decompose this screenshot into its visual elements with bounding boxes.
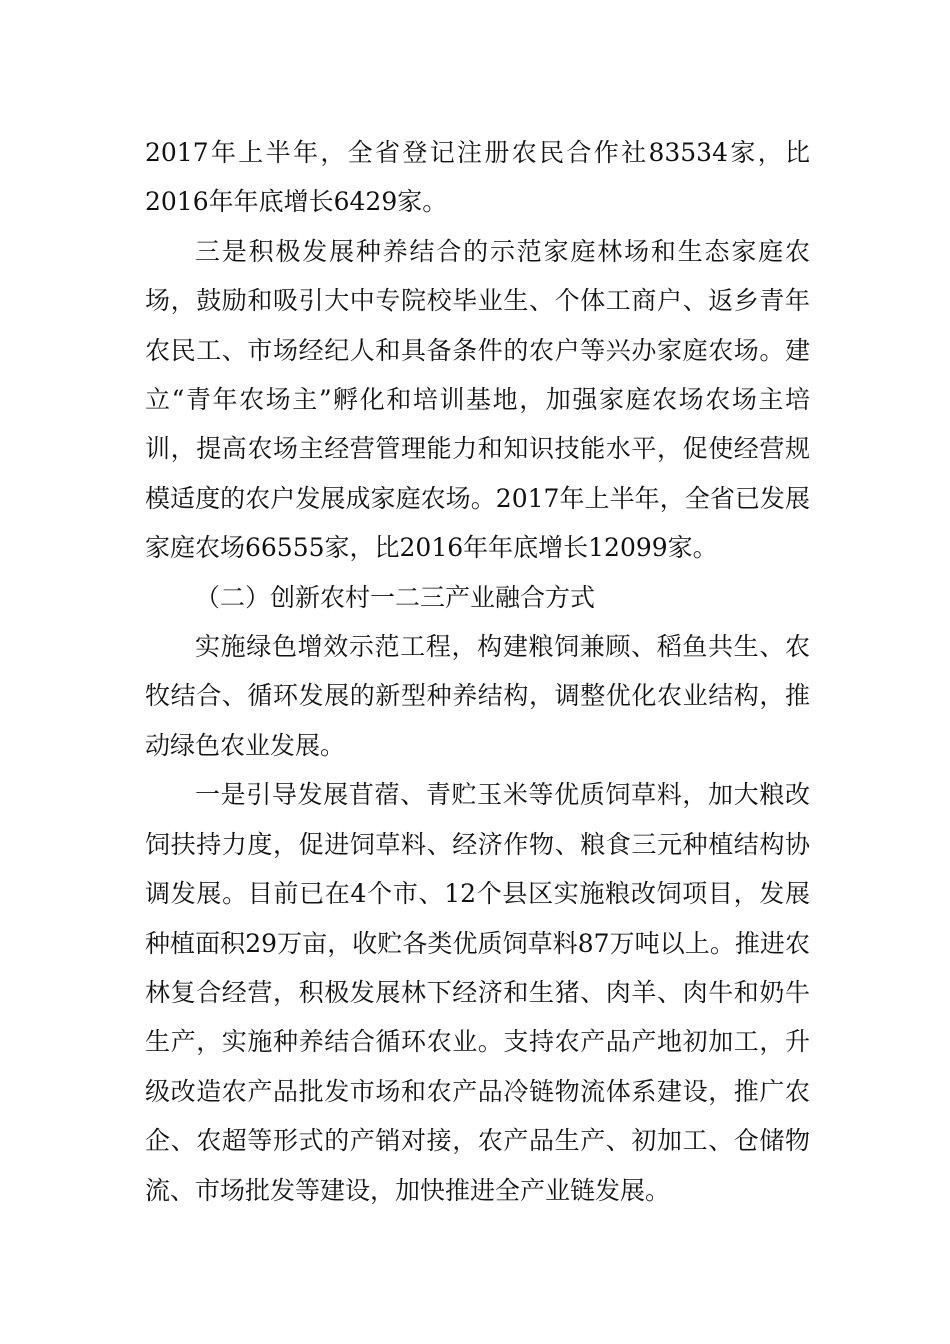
paragraph-forage-development: 一是引导发展苜蓿、青贮玉米等优质饲草料，加大粮改饲扶持力度，促进饲草料、经济作物、粮食三元种植结构协调发展。目前已在4个市、12个县区实施粮改饲项目，发展种植面积29万亩，收贮各类优质饲草料87万吨以上。推进农林复合经营，积极发展林下经济和生猪、肉羊、肉牛和奶牛生产，实施种养结合循环农业。支持农产品产地初加工，升级改造农产品批发市场和农产品冷链物流体系建设，推广农企、农超等形式的产销对接，农产品生产、初加工、仓储物流、市场批发等建设，加快推进全产业链发展。	[145, 780, 810, 1205]
paragraph-cooperatives: 2017年上半年，全省登记注册农民合作社83534家，比2016年年底增长6429家。	[145, 138, 810, 217]
paragraph-family-farms: 三是积极发展种养结合的示范家庭林场和生态家庭农场，鼓励和吸引大中专院校毕业生、个体工商户、返乡青年农民工、市场经纪人和具备条件的农户等兴办家庭农场。建立“青年农场主”孵化和培训基地，加强家庭农场农场主培训，提高农场主经营管理能力和知识技能水平，促使经营规模适度的农户发展成家庭农场。2017年上半年，全省已发展家庭农场66555家，比2016年年底增长12099家。	[145, 236, 810, 563]
section-heading-industry-integration: （二）创新农村一二三产业融合方式	[195, 582, 596, 612]
paragraph-green-efficiency: 实施绿色增效示范工程，构建粮饲兼顾、稻鱼共生、农牧结合、循环发展的新型种养结构，调整优化农业结构，推动绿色农业发展。	[145, 632, 810, 760]
document-body	[145, 128, 810, 1215]
